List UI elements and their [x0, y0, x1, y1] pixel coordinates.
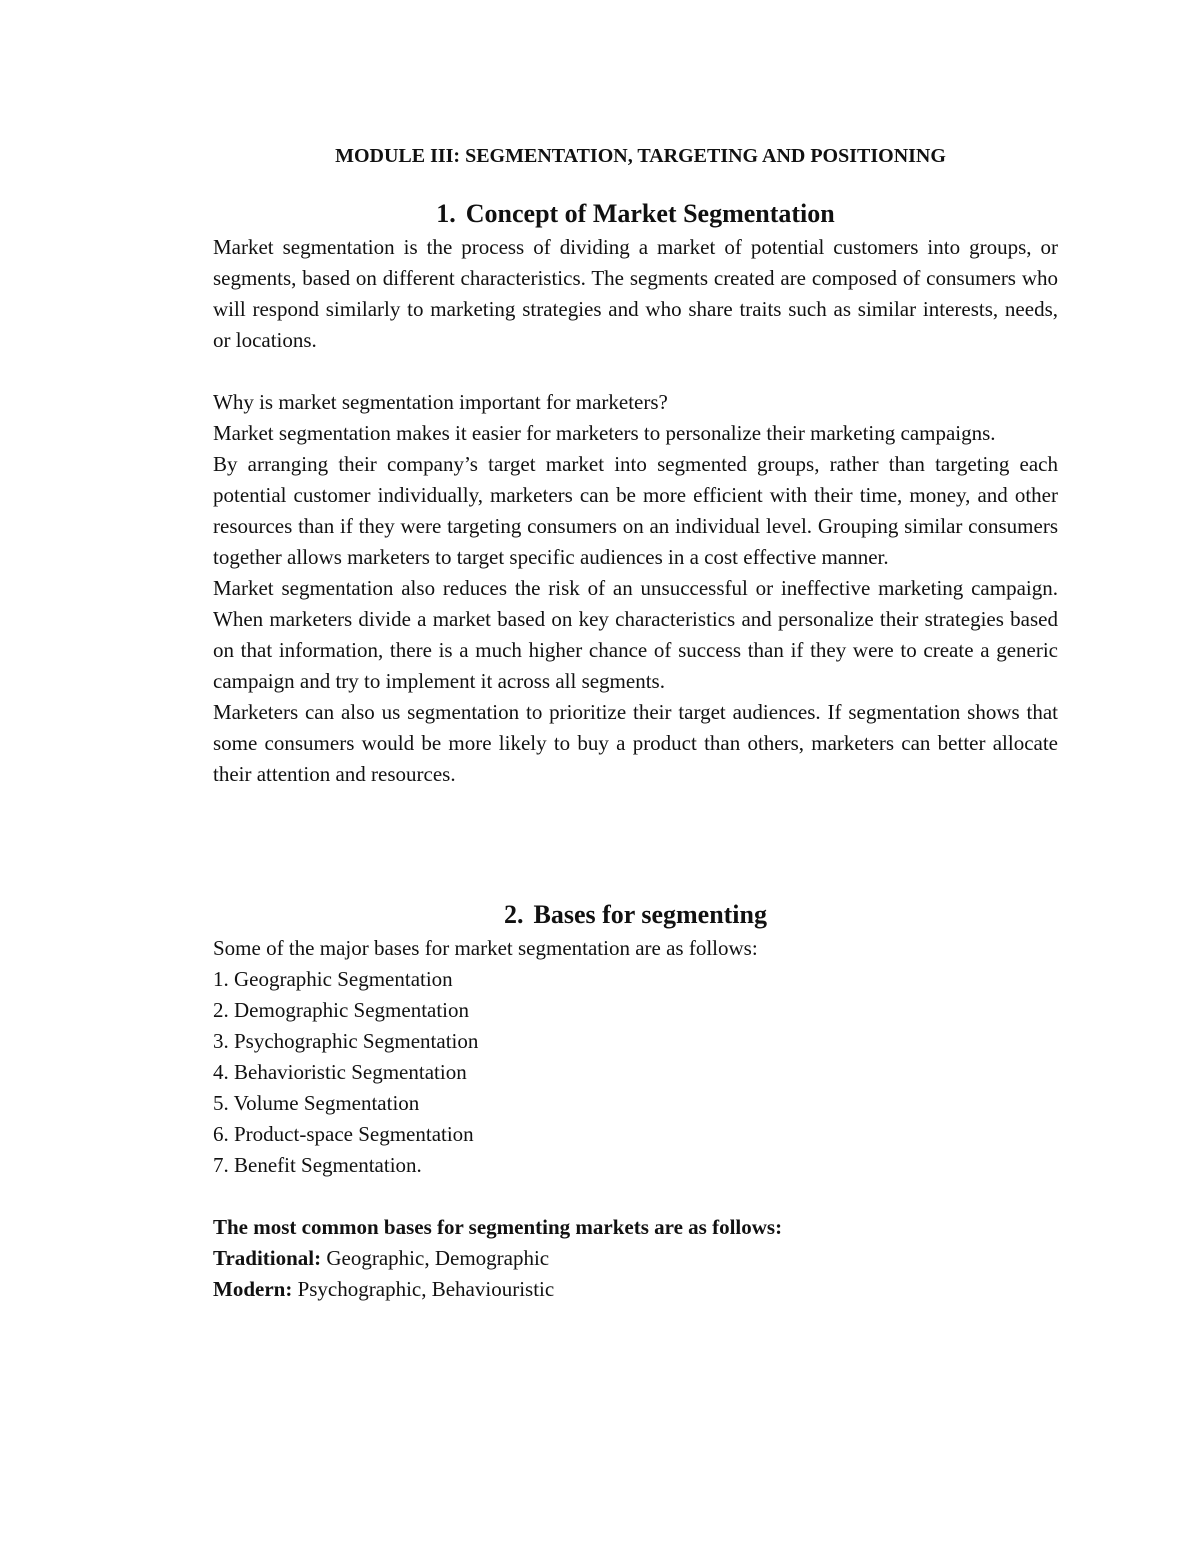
list-item: 5. Volume Segmentation [213, 1091, 420, 1115]
module-title: MODULE III: SEGMENTATION, TARGETING AND POSITIONING [335, 145, 946, 167]
document-page [213, 138, 1058, 1305]
paragraph-prioritize: Marketers can also us segmentation to prioritize their target audiences. If segmentation shows that some consumers would be more likely to buy a product than others, marketers can better allocate their attention and resources. [213, 700, 1058, 786]
spacer [213, 356, 1058, 387]
modern-line [213, 1274, 1058, 1305]
section-title: Concept of Market Segmentation [465, 199, 835, 228]
spacer [213, 1181, 1058, 1212]
list-item: 7. Benefit Segmentation. [213, 1153, 422, 1177]
traditional-value: Geographic, Demographic [321, 1246, 550, 1270]
list-item: 6. Product-space Segmentation [213, 1122, 474, 1146]
section-number: 1. [436, 199, 456, 228]
section-heading-bases [213, 897, 1058, 933]
list-item: 2. Demographic Segmentation [213, 998, 470, 1022]
importance-question: Why is market segmentation important for marketers? [213, 390, 668, 414]
section-number: 2. [503, 900, 524, 929]
list-item: 4. Behavioristic Segmentation [213, 1060, 467, 1084]
section-heading-concept [213, 196, 1058, 232]
list-item: 3. Psychographic Segmentation [213, 1029, 479, 1053]
spacer [213, 790, 1058, 876]
traditional-label: Traditional: [213, 1246, 322, 1270]
segmentation-definition: Market segmentation is the process of dividing a market of potential customers into groups, or segments, based on different characteristics. The segments created are composed of consumers who will respond similarly to marketing strategies and who share traits such as similar interests, needs, or locations. [213, 235, 1058, 352]
bases-intro: Some of the major bases for market segmentation are as follows: [213, 936, 758, 960]
bases-list [213, 964, 1058, 1181]
list-item: 1. Geographic Segmentation [213, 967, 453, 991]
common-bases-heading: The most common bases for segmenting markets are as follows: [213, 1215, 783, 1239]
modern-label: Modern: [213, 1277, 293, 1301]
traditional-line [213, 1243, 1058, 1274]
modern-value: Psychographic, Behaviouristic [292, 1277, 555, 1301]
paragraph-personalize: Market segmentation makes it easier for marketers to personalize their marketing campaigns. [213, 421, 996, 445]
paragraph-risk: Market segmentation also reduces the risk of an unsuccessful or ineffective marketing campaign. When marketers divide a market based on key characteristics and personalize their strategies based on that information, there is a much higher chance of success than if they were to create a generic campaign and try to implement it across all segments. [213, 576, 1058, 693]
paragraph-efficiency: By arranging their company’s target market into segmented groups, rather than targeting each potential customer individually, marketers can be more efficient with their time, money, and other resources than if they were targeting consumers on an individual level. Grouping similar consumers together allows marketers to target specific audiences in a cost effective manner. [213, 452, 1058, 569]
section-title: Bases for segmenting [533, 900, 767, 929]
